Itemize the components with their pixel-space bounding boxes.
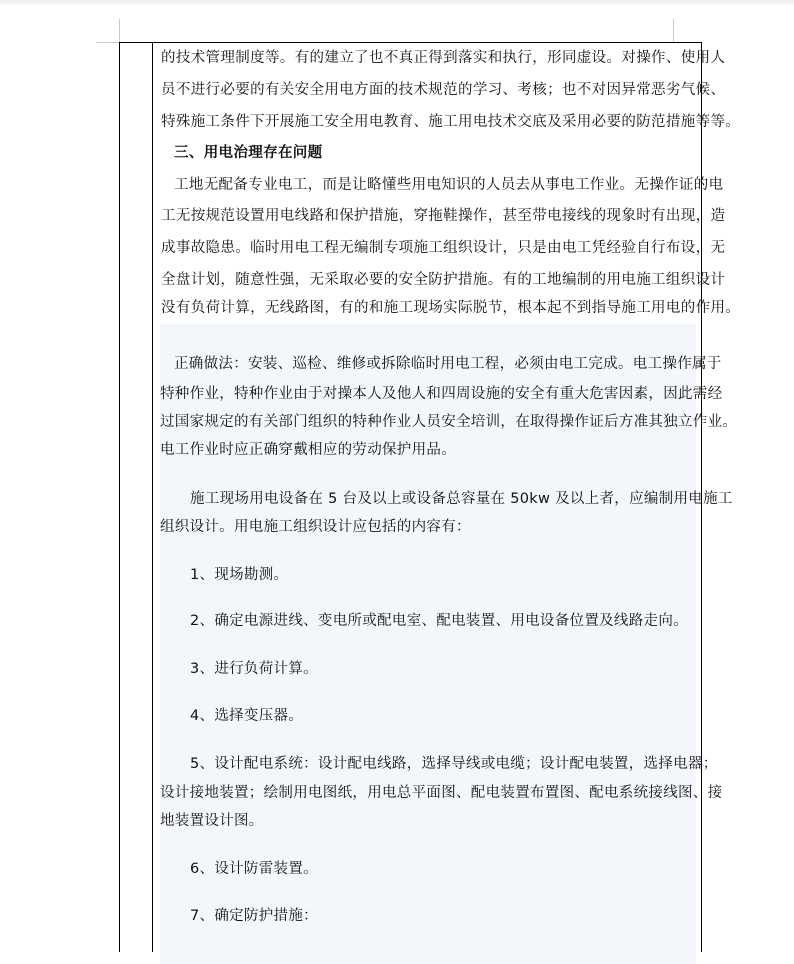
window-top-edge: [0, 0, 794, 6]
table-label-column: [120, 43, 153, 952]
design-item-6: 6、设计防雷装置。: [190, 861, 318, 877]
crop-mark-top-right-vertical: [673, 19, 674, 42]
design-item-4: 4、选择变压器。: [190, 708, 304, 724]
correct-practice-box: [160, 324, 738, 964]
requirement-line: 施工现场用电设备在 5 台及以上或设备总容量在 50kw 及以上者，应编制用电施工: [190, 491, 733, 507]
practice-line: 正确做法：安装、巡检、维修或拆除临时用电工程，必须由电工完成。电工操作属于: [174, 356, 722, 372]
design-item-2: 2、确定电源进线、变电所或配电室、配电装置、用电设备位置及线路走向。: [190, 613, 688, 629]
section-heading: 三、用电治理存在问题: [174, 145, 323, 161]
design-item-5-cont: 地装置设计图。: [160, 813, 264, 829]
intro-line: 特殊施工条件下开展施工安全用电教育、施工用电技术交底及采用必要的防范措施等等。: [161, 114, 741, 130]
requirement-line: 组织设计。用电施工组织设计应包括的内容有：: [160, 519, 471, 535]
table-content-cell: [154, 43, 741, 952]
practice-line: 过国家规定的有关部门组织的特种作业人员安全培训，在取得操作证后方准其独立作业。: [160, 414, 738, 430]
intro-line: 的技术管理制度等。有的建立了也不真正得到落实和执行，形同虚设。对操作、使用人: [161, 50, 726, 66]
problem-line: 成事故隐患。临时用电工程无编制专项施工组织设计，只是由电工凭经验自行布设，无: [161, 240, 726, 256]
crop-mark-top-left-horizontal: [96, 42, 119, 43]
problem-line: 全盘计划，随意性强，无采取必要的安全防护措施。有的工地编制的用电施工组织设计: [161, 272, 726, 288]
problem-line: 没有负荷计算，无线路图，有的和施工现场实际脱节，根本起不到指导施工用电的作用。: [161, 300, 741, 316]
practice-line: 电工作业时应正确穿戴相应的劳动保护用品。: [160, 442, 456, 458]
design-item-7: 7、确定防护措施：: [190, 908, 318, 924]
design-item-5: 5、设计配电系统：设计配电线路，选择导线或电缆；设计配电装置，选择电器；: [190, 756, 718, 772]
problem-line: 工地无配备专业电工，而是让略懂些用电知识的人员去从事电工作业。无操作证的电: [174, 177, 724, 193]
document-table: [119, 42, 741, 952]
practice-line: 特种作业，特种作业由于对操本人及他人和四周设施的安全有重大危害因素，因此需经: [160, 386, 723, 402]
design-item-5-cont: 设计接地装置；绘制用电图纸，用电总平面图、配电装置布置图、配电系统接线图、接: [160, 785, 723, 801]
crop-mark-top-left-vertical: [119, 19, 120, 42]
design-item-1: 1、现场勘测。: [190, 567, 289, 583]
intro-line: 员不进行必要的有关安全用电方面的技术规范的学习、考核；也不对因异常恶劣气候、: [161, 82, 726, 98]
design-item-3: 3、进行负荷计算。: [190, 661, 318, 677]
problem-line: 工无按规范设置用电线路和保护措施，穿拖鞋操作，甚至带电接线的现象时有出现，造: [161, 208, 726, 224]
